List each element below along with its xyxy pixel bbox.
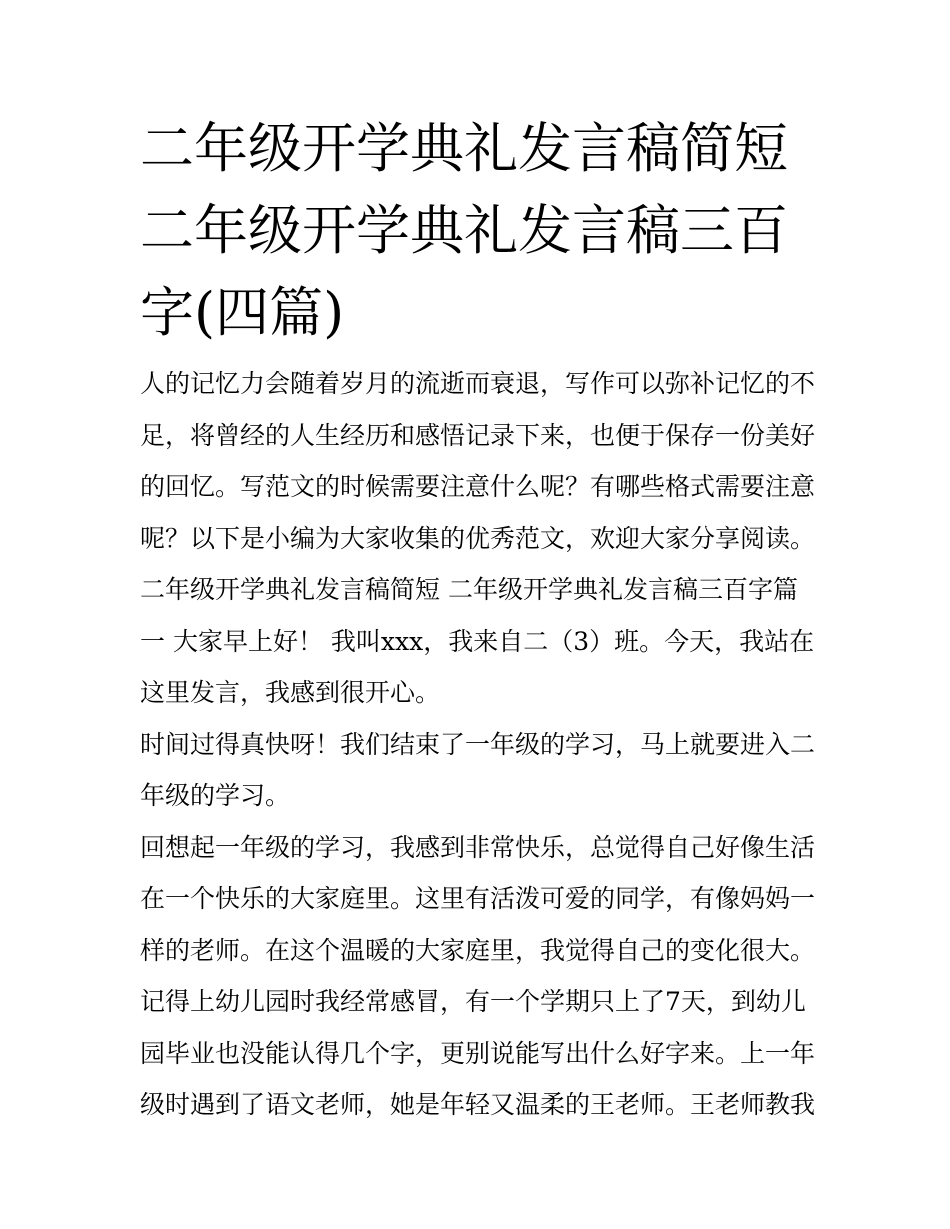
paragraph-time: 时间过得真快呀！我们结束了一年级的学习，马上就要进入二年级的学习。	[140, 729, 816, 810]
paragraph-greeting: 二年级开学典礼发言稿简短 二年级开学典礼发言稿三百字篇一 大家早上好！ 我叫xxx，我来自二（3）班。今天，我站在这里发言，我感到很开心。	[140, 575, 815, 707]
paragraph-memories: 回想起一年级的学习，我感到非常快乐，总觉得自己好像生活在一个快乐的大家庭里。这里有活泼可爱的同学，有像妈妈一样的老师。在这个温暖的大家庭里，我觉得自己的变化很大。记得上幼儿园时我经常感冒，有一个学期只上了7天，到幼儿园毕业也没能认得几个字，更别说能写出什么好字来。上一年级时遇到了语文老师，她是年轻又温柔的王老师。王老师教我	[140, 832, 816, 1119]
document-title: 二年级开学典礼发言稿简短 二年级开学典礼发言稿三百字(四篇)	[140, 117, 788, 344]
document-body	[140, 358, 815, 1131]
paragraph-intro: 人的记忆力会随着岁月的流逝而衰退，写作可以弥补记忆的不足，将曾经的人生经历和感悟记录下来，也便于保存一份美好的回忆。写范文的时候需要注意什么呢？有哪些格式需要注意呢？以下是小编为大家收集的优秀范文，欢迎大家分享阅读。	[140, 369, 816, 553]
